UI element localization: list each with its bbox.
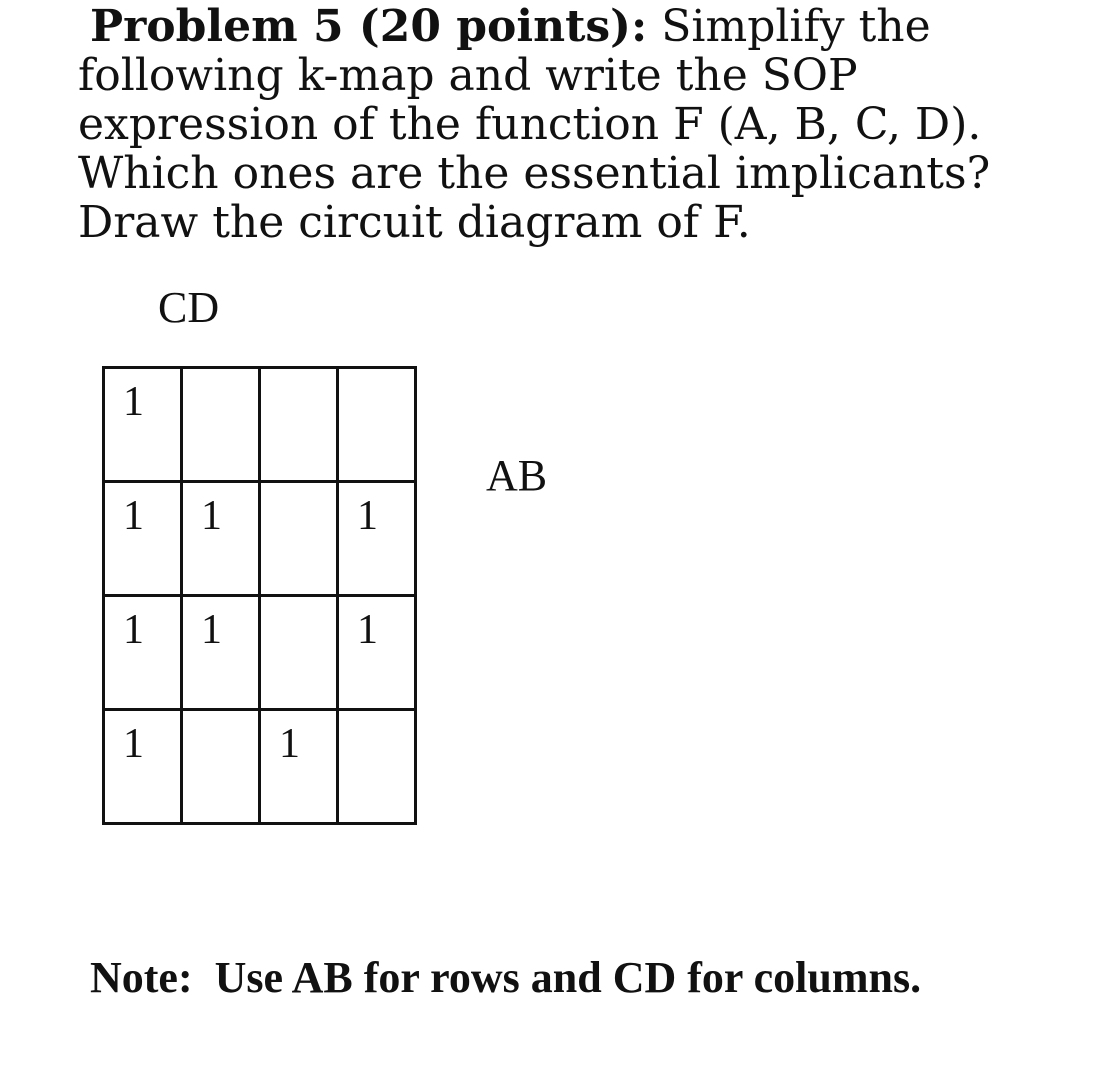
problem-text: Simplify the following k-map and write the SOP expression of the function F (A, B, C, D). Which ones are the essential implicants? Draw the circuit diagram of F. xyxy=(78,1,991,248)
kmap-row xyxy=(104,596,416,710)
kmap-row-label: AB xyxy=(486,451,548,500)
kmap-cell xyxy=(338,368,416,482)
kmap-cell xyxy=(182,710,260,824)
kmap-cell xyxy=(260,368,338,482)
kmap-cell: 1 xyxy=(260,710,338,824)
kmap-cell: 1 xyxy=(104,482,182,596)
kmap-cell xyxy=(260,482,338,596)
kmap-cell: 1 xyxy=(104,596,182,710)
kmap-cell: 1 xyxy=(182,482,260,596)
kmap-cell: 1 xyxy=(338,482,416,596)
kmap-cell: 1 xyxy=(182,596,260,710)
kmap-row xyxy=(104,710,416,824)
kmap-cell: 1 xyxy=(104,710,182,824)
kmap-column-label: CD xyxy=(158,283,220,332)
problem-statement xyxy=(78,2,1068,247)
kmap-cell xyxy=(182,368,260,482)
kmap-cell xyxy=(260,596,338,710)
kmap-cell: 1 xyxy=(338,596,416,710)
kmap-cell xyxy=(338,710,416,824)
kmap-row xyxy=(104,368,416,482)
karnaugh-map xyxy=(102,366,417,825)
kmap-cell: 1 xyxy=(104,368,182,482)
kmap-row xyxy=(104,482,416,596)
note-text: Note: Use AB for rows and CD for columns. xyxy=(90,953,922,1002)
problem-heading: Problem 5 (20 points): xyxy=(90,1,648,52)
